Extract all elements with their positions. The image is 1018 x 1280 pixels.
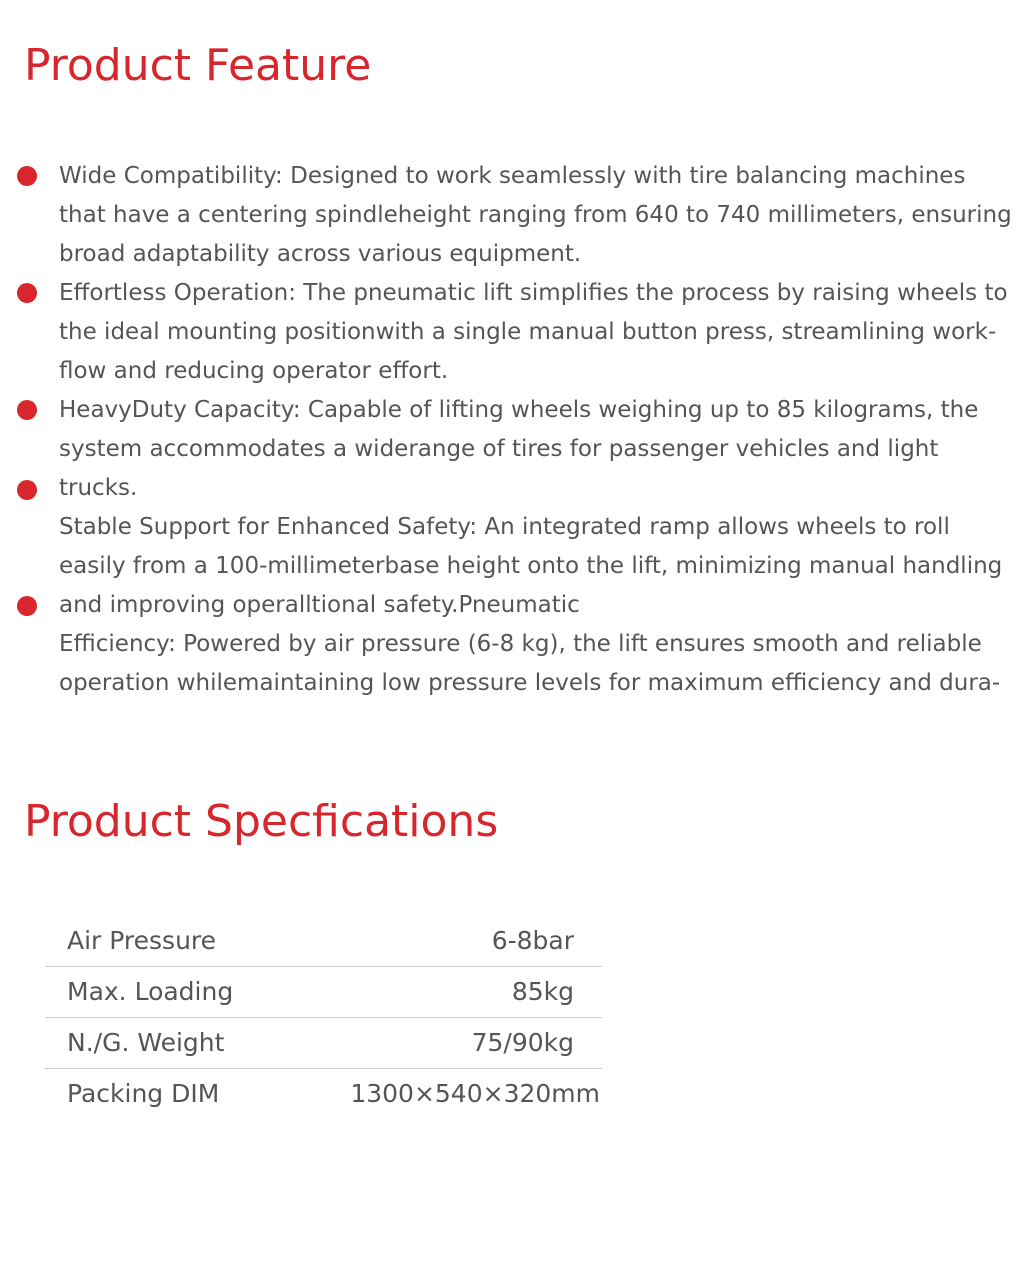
feature-list xyxy=(59,157,1012,703)
spec-label: Air Pressure xyxy=(45,915,283,966)
bullet-dot-5 xyxy=(17,596,37,616)
spec-label: Packing DIM xyxy=(67,1079,220,1109)
feature-line: system accommodates a widerange of tires for passenger vehicles and light xyxy=(59,436,939,462)
feature-line: easily from a 100-millimeterbase height onto the lift, minimizing manual handling xyxy=(59,553,1003,579)
feature-line: and improving operalltional safety.Pneumatic xyxy=(59,592,580,618)
bullet-dot-1 xyxy=(17,166,37,186)
specifications-table xyxy=(45,915,602,1119)
feature-line: broad adaptability across various equipment. xyxy=(59,241,582,267)
product-specifications-title: Product Specfications xyxy=(24,796,499,847)
spec-label: N./G. Weight xyxy=(45,1017,283,1068)
feature-line: the ideal mounting positionwith a single manual button press, streamlining work- xyxy=(59,319,997,345)
feature-line: HeavyDuty Capacity: Capable of lifting wheels weighing up to 85 kilograms, the xyxy=(59,397,979,423)
spec-value: 6-8bar xyxy=(283,915,602,966)
spec-value: 75/90kg xyxy=(283,1017,602,1068)
feature-line: operation whilemaintaining low pressure levels for maximum efficiency and dura- xyxy=(59,670,1001,696)
feature-line: Stable Support for Enhanced Safety: An integrated ramp allows wheels to roll xyxy=(59,514,950,540)
bullet-dot-4 xyxy=(17,480,37,500)
spec-value: 1300×540×320mm xyxy=(350,1079,600,1109)
feature-line: trucks. xyxy=(59,475,138,501)
spec-row-weight xyxy=(45,1017,602,1068)
spec-label: Max. Loading xyxy=(45,966,283,1017)
bullet-dot-3 xyxy=(17,400,37,420)
feature-line: Efficiency: Powered by air pressure (6-8 kg), the lift ensures smooth and reliable xyxy=(59,631,982,657)
spec-value: 85kg xyxy=(283,966,602,1017)
feature-line: that have a centering spindleheight ranging from 640 to 740 millimeters, ensuring xyxy=(59,202,1012,228)
spec-row-max-loading xyxy=(45,966,602,1017)
product-feature-title: Product Feature xyxy=(24,40,372,91)
feature-line: Wide Compatibility: Designed to work seamlessly with tire balancing machines xyxy=(59,163,966,189)
feature-line: flow and reducing operator effort. xyxy=(59,358,449,384)
feature-line: Effortless Operation: The pneumatic lift simplifies the process by raising wheels to xyxy=(59,280,1008,306)
spec-row-packing-dim xyxy=(45,1068,602,1119)
bullet-dot-2 xyxy=(17,283,37,303)
spec-row-air-pressure xyxy=(45,915,602,966)
